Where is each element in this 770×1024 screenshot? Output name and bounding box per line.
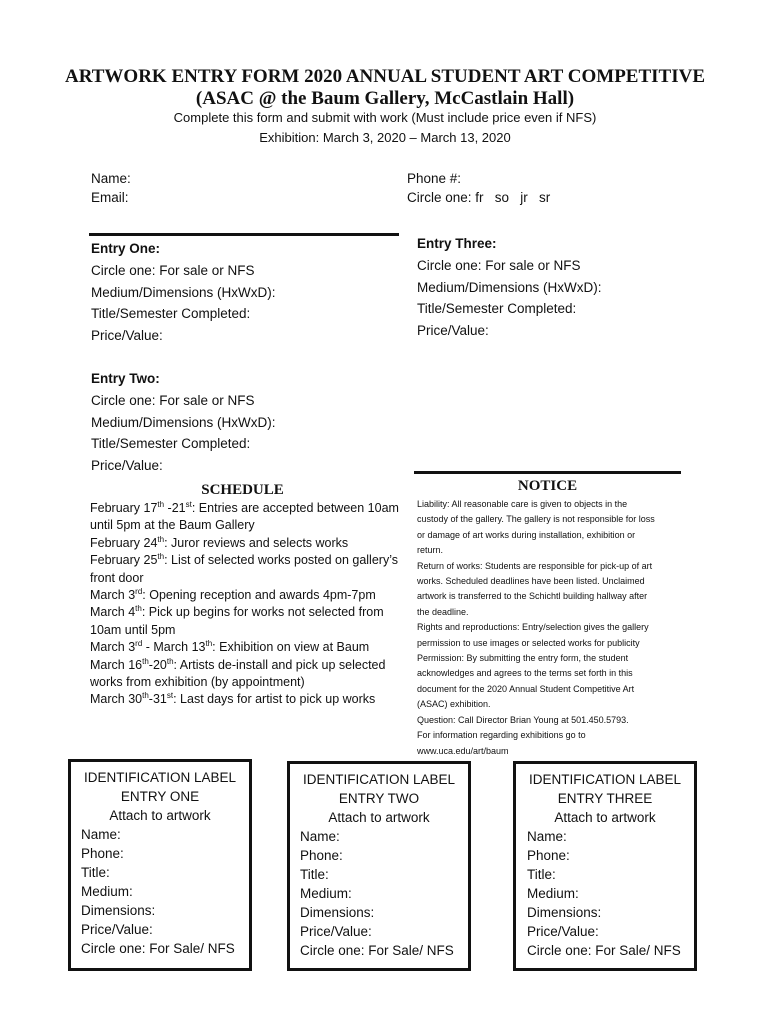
notice-line: document for the 2020 Annual Student Competitive Art [417, 683, 635, 694]
form-instructions: Complete this form and submit with work (Must include price even if NFS) [173, 110, 597, 125]
notice-line: Permission: By submitting the entry form, the student [417, 653, 629, 664]
price-field: Price/Value: [91, 458, 163, 474]
notice-line: Rights and reproductions: Entry/selection gives the gallery [417, 622, 649, 633]
label-name-field: Name: [300, 829, 340, 844]
label-phone-field: Phone: [527, 848, 570, 863]
schedule-item: February 24th: Juror reviews and selects works [90, 534, 349, 550]
notice-line: custody of the gallery. The gallery is not responsible for loss [417, 514, 655, 525]
notice-line: For information regarding exhibitions go to [417, 730, 586, 741]
form-title: ARTWORK ENTRY FORM 2020 ANNUAL STUDENT ART COMPETITIVE [64, 66, 706, 87]
label-dimensions-field: Dimensions: [81, 903, 156, 918]
label-sale-option: Circle one: For Sale/ NFS [527, 943, 681, 958]
schedule-item: March 16th-20th: Artists de-install and pick up selected works from exhibition (by appointment) [90, 656, 386, 690]
label-medium-field: Medium: [300, 886, 352, 901]
label-heading: IDENTIFICATION LABEL [528, 772, 682, 787]
exhibition-dates: Exhibition: March 3, 2020 – March 13, 2020 [259, 130, 511, 145]
medium-field: Medium/Dimensions (HxWxD): [91, 414, 276, 430]
entry-heading: Entry One: [91, 241, 161, 256]
label-entry: ENTRY TWO [338, 791, 420, 806]
label-dimensions-field: Dimensions: [527, 905, 602, 920]
label-title-field: Title: [300, 867, 329, 882]
label-title-field: Title: [81, 865, 110, 880]
notice-line: the deadline. [417, 606, 469, 617]
label-name-field: Name: [527, 829, 567, 844]
medium-field: Medium/Dimensions (HxWxD): [91, 284, 276, 300]
label-heading: IDENTIFICATION LABEL [83, 770, 237, 785]
schedule-list [90, 500, 400, 709]
notice-line: Return of works: Students are responsible for pick-up of art [417, 560, 653, 571]
class-year-label: Circle one: fr so jr sr [407, 190, 551, 205]
price-field: Price/Value: [91, 328, 163, 344]
notice-line: Liability: All reasonable care is given to objects in the [417, 499, 628, 509]
label-dimensions-field: Dimensions: [300, 905, 375, 920]
id-label-entry-three [513, 761, 697, 971]
label-name-field: Name: [81, 827, 121, 842]
schedule-item: February 17th -21st: Entries are accepted between 10am until 5pm at the Baum Gallery [90, 499, 399, 533]
title-field: Title/Semester Completed: [91, 306, 251, 322]
label-title-field: Title: [527, 867, 556, 882]
divider [89, 233, 399, 236]
label-sale-option: Circle one: For Sale/ NFS [81, 941, 235, 956]
schedule-item: February 25th: List of selected works posted on gallery’s front door [90, 552, 398, 585]
id-label-entry-two [287, 761, 471, 971]
entry-one [91, 238, 276, 347]
notice-line: acknowledges and agrees to the terms set forth in this [417, 668, 633, 679]
label-phone-field: Phone: [300, 848, 343, 863]
notice-heading: NOTICE [517, 478, 578, 494]
notice-line: works. Scheduled deadlines have been listed. Unclaimed [417, 576, 645, 587]
entry-two [91, 368, 276, 477]
form-subtitle: (ASAC @ the Baum Gallery, McCastlain Hall) [195, 88, 575, 109]
name-label: Name: [91, 171, 131, 186]
schedule-item: March 3rd: Opening reception and awards 4pm-7pm [90, 586, 376, 603]
schedule-item: March 3rd - March 13th: Exhibition on view at Baum [90, 639, 370, 655]
title-field: Title/Semester Completed: [91, 436, 251, 452]
notice-line: artwork is transferred to the Schichtl building hallway after [417, 591, 648, 602]
sale-option: Circle one: For sale or NFS [91, 392, 255, 408]
label-instruction: Attach to artwork [554, 810, 656, 825]
label-entry: ENTRY THREE [557, 791, 653, 806]
id-label-entry-one [68, 759, 252, 971]
label-instruction: Attach to artwork [109, 808, 211, 823]
label-instruction: Attach to artwork [328, 810, 430, 825]
medium-field: Medium/Dimensions (HxWxD): [417, 279, 602, 295]
divider [414, 471, 681, 474]
label-medium-field: Medium: [527, 886, 579, 901]
email-label: Email: [91, 190, 129, 205]
label-sale-option: Circle one: For Sale/ NFS [300, 943, 454, 958]
notice-text [417, 497, 687, 759]
label-price-field: Price/Value: [527, 924, 599, 939]
entry-heading: Entry Three: [417, 236, 497, 251]
price-field: Price/Value: [417, 323, 489, 339]
title-field: Title/Semester Completed: [417, 301, 577, 317]
sale-option: Circle one: For sale or NFS [417, 257, 581, 273]
notice-line: permission to use images or selected works for publicity [417, 637, 640, 648]
notice-line: www.uca.edu/art/baum [417, 745, 509, 756]
phone-label: Phone #: [407, 171, 462, 186]
notice-line: (ASAC) exhibition. [417, 699, 491, 710]
label-entry: ENTRY ONE [120, 789, 200, 804]
sale-option: Circle one: For sale or NFS [91, 262, 255, 278]
schedule-item: March 4th: Pick up begins for works not selected from 10am until 5pm [90, 604, 384, 637]
label-phone-field: Phone: [81, 846, 124, 861]
notice-line: or damage of art works during installation, exhibition or [417, 529, 636, 540]
entry-three [417, 233, 602, 342]
label-price-field: Price/Value: [300, 924, 372, 939]
schedule-heading: SCHEDULE [201, 482, 284, 498]
entry-heading: Entry Two: [91, 371, 160, 386]
schedule-item: March 30th-31st: Last days for artist to pick up works [90, 691, 376, 707]
notice-line: return. [417, 545, 444, 556]
notice-line: Question: Call Director Brian Young at 501.450.5793. [417, 714, 629, 725]
label-medium-field: Medium: [81, 884, 133, 899]
label-heading: IDENTIFICATION LABEL [302, 772, 456, 787]
label-price-field: Price/Value: [81, 922, 153, 937]
